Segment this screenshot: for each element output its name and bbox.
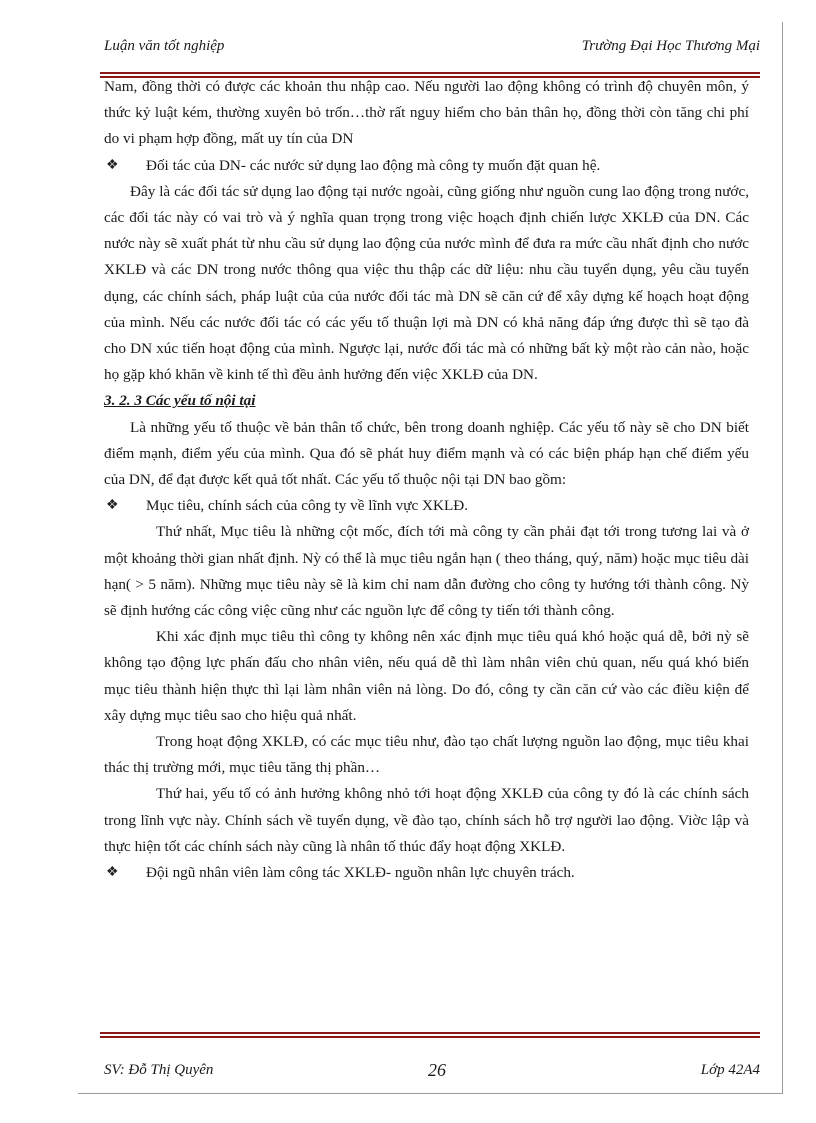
diamond-bullet-icon: ❖ [106, 157, 119, 173]
footer-student-name: SV: Đỗ Thị Quyên [104, 1062, 214, 1078]
paragraph-goals-first: Thứ nhất, Mục tiêu là những cột mốc, đích tới mà công ty cần phải đạt tới trong tương lai và ở một khoảng thời gian nhất định. Nỳ có thể là mục tiêu ngắn hạn ( theo tháng, quý, năm) hoặc mục tiêu dài hạn( > 5 năm). Những mục tiêu này sẽ là kim chỉ nam dẫn đường cho công ty hướng tới thành công. Nỳ sẽ định hướng các công việc cũng như các nguồn lực để công ty tiến tới thành công. [104, 523, 749, 620]
bullet-text: Mục tiêu, chính sách của công ty về lĩnh vực XKLĐ. [146, 497, 469, 515]
paragraph-goals-setting: Khi xác định mục tiêu thì công ty không nên xác định mục tiêu quá khó hoặc quá dễ, bởi nỳ sẽ không tạo động lực phấn đấu cho nhân viên, nếu quá dễ thì làm nhân viên chủ quan, nếu quá khó biến mục tiêu thành hiện thực thì lại làm nhân viên nả lòng. Do đó, công ty cần căn cứ vào các điều kiện để xây dựng mục tiêu sao cho hiệu quả nhất. [104, 628, 749, 724]
diamond-bullet-icon: ❖ [106, 498, 119, 514]
page-header [100, 38, 760, 62]
paragraph-policies: Thứ hai, yếu tố có ảnh hưởng không nhỏ tới hoạt động XKLĐ của công ty đó là các chính sách trong lĩnh vực này. Chính sách về tuyển dụng, về đào tạo, chính sách hỗ trợ người lao động. Viờc lập và thực hiện tốt các chính sách này cũng là nhân tố thúc đẩy hoạt động XKLĐ. [104, 785, 749, 855]
paragraph-internal-factors: Là những yếu tố thuộc về bản thân tổ chức, bên trong doanh nghiệp. Các yếu tố này sẽ cho DN biết điểm mạnh, điểm yếu của mình. Qua đó sẽ phát huy điểm mạnh và có các biện pháp hạn chế điểm yếu của DN, để đạt được kết quả tốt nhất. Các yếu tố thuộc nội tại DN bao gồm: [104, 418, 749, 489]
page-footer [100, 1062, 760, 1086]
paragraph-goals-examples: Trong hoạt động XKLĐ, có các mục tiêu như, đào tạo chất lượng nguồn lao động, mục tiêu khai thác thị trường mới, mục tiêu tăng thị phần… [104, 733, 749, 777]
diamond-bullet-icon: ❖ [106, 865, 119, 881]
bullet-item-partners [104, 153, 749, 179]
bullet-text: Đối tác của DN- các nước sử dụng lao động mà công ty muốn đặt quan hệ. [146, 156, 601, 174]
bullet-item-staff [104, 860, 749, 886]
bullet-item-goals [104, 493, 749, 519]
bullet-text: Đội ngũ nhân viên làm công tác XKLĐ- nguồn nhân lực chuyên trách. [146, 864, 575, 882]
header-university-name: Trường Đại Học Thương Mại [581, 38, 760, 54]
header-thesis-label: Luận văn tốt nghiệp [104, 38, 225, 54]
page-number: 26 [428, 1060, 446, 1080]
footer-class: Lớp 42A4 [700, 1062, 760, 1078]
paragraph-continued: Nam, đồng thời có được các khoản thu nhập cao. Nếu người lao động không có trình độ chuyên môn, ý thức kỷ luật kém, thường xuyên bỏ trốn…thờ rất nguy hiểm cho bản thân họ, đồng thời còn tăng chi phí do vi phạm hợp đồng, mất uy tín của DN [104, 78, 749, 148]
footer-divider [100, 1032, 760, 1038]
section-heading: 3. 2. 3 Các yếu tố nội tại [104, 392, 256, 410]
paragraph-partners: Đây là các đối tác sử dụng lao động tại nước ngoài, cũng giống như nguồn cung lao động trong nước, các đối tác này có vai trò và ý nghĩa quan trọng trong việc hoạch định chiến lược XKLĐ của DN. Các nước này sẽ xuất phát từ nhu cầu sử dụng lao động của nước mình để đưa ra mức cầu nhất định cho nước XKLĐ và các DN trong nước thông qua việc thu thập các dữ liệu: nhu cầu tuyển dụng, yêu cầu tuyển dụng, các chính sách, pháp luật của của nước đối tác mà DN sẽ căn cứ để xây dựng kế hoạch hoạt động của mình. Nếu các nước đối tác có các yếu tố thuận lợi mà DN có khả năng đáp ứng được thì sẽ tạo đà cho DN xúc tiến hoạt động của mình. Ngược lại, nước đối tác mà có những bất kỳ một rào cản nào, hoặc họ gặp khó khăn về kinh tế thì đều ảnh hưởng đến việc XKLĐ của DN. [104, 182, 749, 384]
document-body [104, 74, 749, 886]
